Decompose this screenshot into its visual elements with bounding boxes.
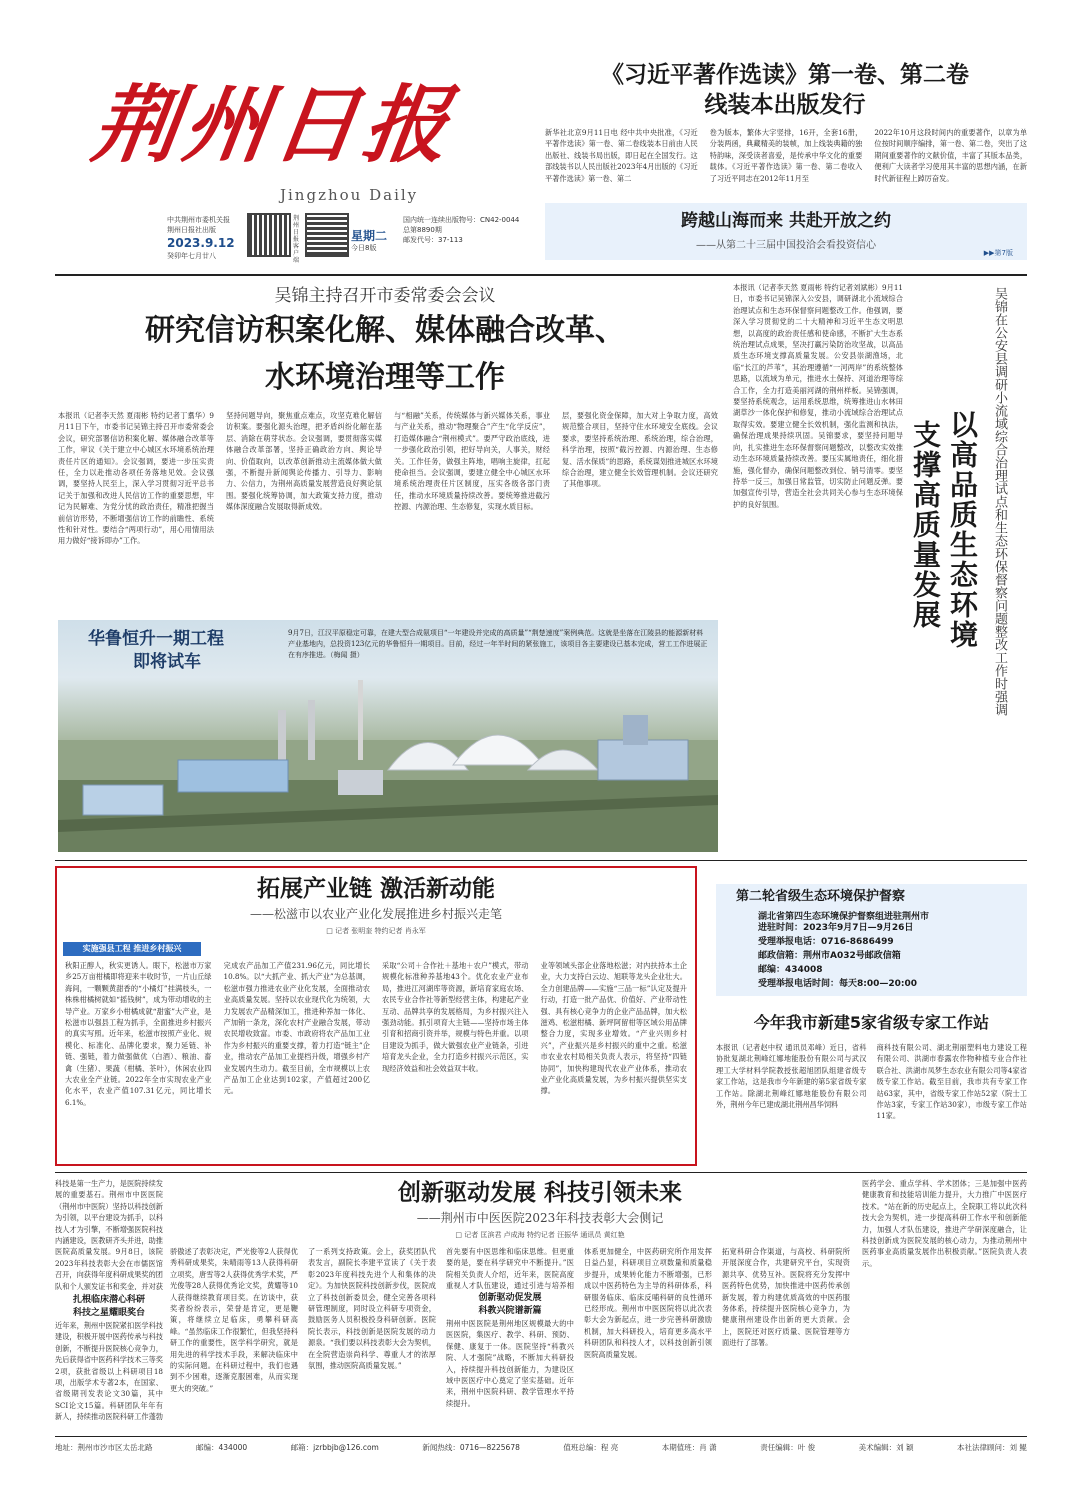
top-story-col-2: 卷为版本，繁体大字竖排，16开，全套16册，分装两函，典藏精美的装帧，加上线装典籍的独特韵味，深受读者喜爱，是传承中华文化的重要载体。《习近平著作选读》第一卷、第二卷收入了习近平同志在2012年11月至 — [709, 128, 863, 183]
lead-body — [58, 410, 718, 610]
boxed-tag: 实施强县工程 推进乡村振兴 — [63, 942, 201, 956]
bottom-col-1: 骄傲述了表彰决定，严光俊等2人获得优秀科研成果奖，朱晴雨等13人获得科研立项奖，唐雪等2人获得优秀学术奖，严光俊等28人获得优秀论文奖，黄耀等10人获得继续教育项目奖。在访谈中，获奖者纷纷表示，荣誉是肯定，更是鞭策，将继续立足临床，勇攀科研高峰。“虽然临床工作很繁忙，但我坚持科研工作的重要性，医学科学研究，就是用先进的科学技术手段，来解决临床中的实际问题。在科研过程中，我们也遇到不少困难，逐渐克服困难，从而实现更大的突破。” — [170, 1247, 298, 1393]
qr-code-1[interactable] — [249, 215, 289, 255]
footer-editor-4: 美术编辑：刘 颖 — [858, 1443, 914, 1452]
expert-col-1: 本报讯（记者赵中权 通讯员邓峰）近日，省科协批复湖北荆峰红娜地能股份有限公司与武汉理工大学材料学院教授张超旭团队组建省级专家工作站，这是我市今年新建的第5家省级专家工作站。除湖北荆峰红娜地能股份有限公司外，荆州今年已建成湖北荆州昌华饲料 — [716, 1043, 867, 1110]
right-story-body: 本报讯（记者李天然 夏雨彬 特约记者刘斌彬）9月11日，市委书记吴锦深入公安县，调研湖北小流域综合治理试点和生态环保督察问题整改工作。他强调，要深入学习贯彻党的二十大精神和习近平生态文明思想，以高度的政治责任感和使命感，不断扩大生态系统治理试点成果，坚决打赢污染防治攻坚战，以高品质生态环境支撑高质量发展。公安县崇湖渔场，北临“长江的芦苇”，其治理遵循“一河两岸”的系统整体思路，以流域为单元，推进水土保持、河道治理等综合工作，全力打造美丽河湖的荆州样板。吴锦强调，要坚持系统观念，运用系统思维，统筹推进山水林田湖草沙一体化保护和修复，推动小流域综合治理试点取得实效。要建立健全长效机制，强化监测和执法，确保治理成果持续巩固。吴锦要求，要坚持问题导向，扎实推进生态环保督察问题整改，以整改实效推动生态环境质量持续改善。要压实属地责任，细化措施，强化督办，确保问题整改到位、销号清零。要坚持举一反三，加强日常监管，切实防止问题反弹。要加强宣传引导，营造全社会共同关心参与生态环境保护的良好氛围。 — [733, 283, 903, 509]
boxed-feature — [55, 866, 697, 1166]
expert-body — [716, 1042, 1027, 1162]
top-story-col-1: 新华社北京9月11日电 经中共中央批准，《习近平著作选读》第一卷、第二卷线装本日前由人民出版社、线装书局出版，即日起在全国发行。这部线装书以人民出版社2023年4月出版的《习近平著作选读》第一卷、第二 — [545, 128, 698, 183]
boxed-byline: □ 记者 张明奎 特约记者 肖永军 — [326, 927, 426, 935]
top-story-body — [545, 127, 1027, 191]
footer-legal: 本社法律顾问：刘 鲲 — [957, 1443, 1027, 1452]
bottom-subtitle: ——荆州市中医医院2023年科技表彰大会侧记 — [416, 1211, 664, 1225]
masthead-title: 荆州日报 — [87, 75, 462, 174]
bottom-title: 创新驱动发展 科技引领未来 — [397, 1180, 682, 1206]
eco-line-2[interactable]: 受理举报电话：0716-8686499 — [758, 937, 894, 947]
left-bottom-subhead-2: 科技之星耀眼奖台 — [72, 1308, 145, 1318]
left-bottom-column — [55, 1178, 163, 1428]
left-bottom-text-1: 科技是第一生产力，是医院持续发展的重要基石。荆州市中医医院（荆州市中医院）坚持以科技创新为引领，以平台建设为抓手，以科技人才为引擎，不断增强医院科技内涵建设，医教研齐头并进，助推医院高质量发展。9月8日，该院2023年科技表彰大会在市儒医馆召开，向获得年度科研成果奖的团队和个人颁发证书和奖金，并对获 — [55, 1179, 163, 1290]
qr-code-label: 荆州日报客户端 — [293, 215, 300, 264]
eco-line-3: 邮政信箱：荆州市A032号邮政信箱 — [758, 951, 901, 961]
boxed-col-2: 完成农产品加工产值231.96亿元，同比增长10.8%。以“大抓产业、抓大产业”为总基调，松滋市强力推进农业产业化发展，全面推动农业高质量发展。坚持以农业现代化为统领，大力发展农产品精深加工，推进种养加一体化、产加销一条龙，深化农村产业融合发展，带动农民增收致富。市委、市政府将农产品加工业作为乡村振兴的重要支撑，着力打造“链主”企业，推动农产品加工业提档升级，增强乡村产业发展内生动力。截至目前，全市规模以上农产品加工企业达到102家，产值超过200亿元。 — [223, 961, 370, 1096]
eco-line-4: 邮编：434008 — [758, 965, 823, 975]
right-story-title-2: 支撑高质量发展 — [909, 420, 942, 630]
lead-title-2: 水环境治理等工作 — [265, 360, 505, 395]
issue-number: 总第8890期 — [403, 226, 442, 234]
sponsor-line-1: 中共荆州市委机关报 — [167, 216, 230, 224]
expert-title: 今年我市新建5家省级专家工作站 — [753, 1013, 990, 1032]
sponsor-line-2: 荆州日报社出版 — [167, 226, 216, 234]
bottom-col-3b: 荆州中医医院是荆州地区规模最大的中医医院，集医疗、教学、科研、预防、保健、康复于一体。医院坚持“科教兴院、人才强院”战略，不断加大科研投入，持续提升科技创新能力，为建设区域中医医疗中心奠定了坚实基础。近年来，荆州中医院科研、教学管理水平持续提升。 — [446, 1319, 574, 1408]
eco-inspection-box — [716, 884, 1027, 996]
promo-title: 跨越山海而来 共赴开放之约 — [681, 211, 891, 231]
bottom-col-4: 体系更加健全，中医药研究所作用发挥日益凸显，科研项目立项数量和质量稳步提升，成果转化能力不断增强，已形成以中医药特色为主导的科研体系，科研服务临床、临床反哺科研的良性循环已经形成。荆州市中医医院将以此次表彰大会为新起点，进一步完善科研激励机制，加大科研投入，培育更多高水平科研团队和科技人才，以科技创新引领医院高质量发展。 — [584, 1247, 712, 1359]
eco-line-5: 受理举报电话时间：每天8:00—20:00 — [758, 979, 918, 989]
masthead-meta — [167, 215, 532, 265]
footer-postcode: 邮编：434000 — [196, 1443, 248, 1452]
boxed-col-3: 采取“公司＋合作社＋基地＋农户”模式，带动规模化标准种养基地43个。优化农业产业布局，推进江河湖库等资源，新培育家庭农场、农民专业合作社等新型经营主体，构建起产业互动、品牌共享的发展格局，为乡村振兴注入强劲动能。抓引项育大主链——坚持市场主体引育和招商引资并举，规模与特色并重。以项目建设为抓手，做大做强农业产业链条，引进培育龙头企业，全力打造乡村振兴示范区，实现经济效益和社会效益双丰收。 — [382, 961, 529, 1073]
lead-col-4: 层，要强化资金保障，加大对上争取力度，高效规范整合项目，坚持守住水环境安全底线。会议要求，要坚持系统治理、系统治理，综合治理，科学治理，按照“截污控源、内源治理、生态修复、活水保质”的思路，系统谋划推进城区水环境综合治理，建立健全长效管理机制。会议还研究了其他事项。 — [562, 411, 718, 489]
footer-editor-3: 责任编辑：叶 俊 — [760, 1443, 816, 1452]
lead-title-1: 研究信访积案化解、媒体融合改革、 — [145, 313, 625, 348]
photo-caption: 9月7日，江汉平原稳定可靠，在建大型合成氨项目“一年建设并完成的高质量”“荆楚速度”案例典范。这就是坐落在江陵县的能源新材料产业基地内，总投资123亿元的华鲁恒升一期项目。目前，经过一年半时间的紧张施工，该项目各主要建设已基本完成，营工工作进展正在有序推进。（梅闻 摄） — [288, 629, 708, 659]
bottom-col-6: 医药学会、重点学科、学术团体；三是加强中医药健康教育和技能培训能力提升，大力推广中医医疗技术。“站在新的历史起点上，全院职工将以此次科技大会为契机，进一步提高科研工作水平和创新能力，加强人才队伍建设，推进产学研深度融合，让科技创新成为医院发展的核心动力，为推动荆州中医药事业高质量发展作出积极贡献。”医院负责人表示。 — [862, 1179, 1027, 1268]
weekday: 星期二 — [351, 229, 388, 243]
bottom-subhead-1: 创新驱动促发展 — [478, 1293, 542, 1303]
masthead — [70, 60, 530, 210]
left-bottom-text-2: 近年来，荆州中医院紧扣医学科技建设，积极开展中医药传承与科技创新，不断提升医院核心竞争力，先后获得省中医药科学技术三等奖2项，获批省级以上科研项目18项，出版学术专著2本，在国家、省级期刊发表论文30篇，其中SCI论文15篇。科研团队年年有新人，持续推动医院科研工作蓬勃 — [55, 1321, 163, 1422]
promo-page-link[interactable]: ▶▶第7版 — [983, 249, 1013, 257]
left-bottom-subhead-1: 扎根临床潜心科研 — [72, 1295, 145, 1305]
bottom-col-5: 拓宽科研合作渠道，与高校、科研院所开展深度合作，共建研究平台，实现资源共享、优势互补。医院将充分发挥中医药特色优势，加快推进中医药传承创新发展，着力构建优质高效的中医药服务体系，持续提升医院核心竞争力，为健康荆州建设作出新的更大贡献。会上，医院还对医疗质量、医院管理等方面进行了部署。 — [722, 1247, 850, 1348]
lead-col-1: 本报讯（记者李天然 夏雨彬 特约记者丁翥华）9月11日下午，市委书记吴锦主持召开市委常委会会议，研究部署信访积案化解、媒体融合改革等工作，审议《关于建立中心城区水环境系统治理责任片区的通知》。会议强调，要进一步压实责任，全力以赴推动各项任务落地见效。会议强调，要坚持人民至上，深入学习贯彻习近平总书记关于加强和改进人民信访工作的重要思想，牢记为民解难、为党分忧的政治责任，精准把握当前信访形势，不断增强信访工作的前瞻性、系统性和针对性。要结合“两项行动”，用心用情用法用力做好“接诉即办”工作。 — [58, 411, 214, 546]
bottom-col-3a: 首先要有中医思维和临床思维。但更重要的是，要在科学研究中不断提升。”医院相关负责人介绍，近年来，医院高度重视人才队伍建设，通过引进与培养相 — [446, 1247, 574, 1291]
expert-col-2: 商科技有限公司、湖北荆丽塑料电力建设工程有限公司、洪湖市春露农作物种植专业合作社联合社、洪湖市凤梦生态农业有限公司等4家省级专家工作站。截至目前，我市共有专家工作站63家，其中，省级专家工作站52家（院士工作站3家，专家工作站30家），市级专家工作站11家。 — [876, 1043, 1027, 1121]
boxed-subtitle: ——松滋市以农业产业化发展推进乡村振兴走笔 — [249, 907, 502, 921]
industrial-plant-photo — [58, 620, 718, 852]
footer-email[interactable]: 邮箱：jzrbbjb@126.com — [290, 1443, 379, 1452]
eco-title: 第二轮省级生态环境保护督察 — [736, 889, 906, 904]
right-story-title-1: 以高品质生态环境 — [946, 410, 979, 650]
boxed-title: 拓展产业链 激活新动能 — [256, 876, 495, 902]
lead-col-3: 与“相融”关系，传统媒体与新兴媒体关系，事业与产业关系，推动“物理聚合”产生“化学反应”，打造媒体融合“荆州模式”。要严守政治底线，进一步强化政治引领，把好导向关，人事关，财经关。工作任务，做强主阵地，唱响主旋律，扛起使命担当。会议强调，要建立健全中心城区水环境系统治理责任片区制度，压实各级各部门责任，推动水环境质量持续改善。要统筹推进截污控源、内源治理、生态修复，实现水质目标。 — [394, 411, 550, 512]
lunar-date: 癸卯年七月廿八 — [167, 252, 216, 260]
top-story-title-2: 线装本出版发行 — [704, 92, 866, 118]
cn-number: 国内统一连续出版物号：CN42-0044 — [403, 216, 520, 224]
top-story-col-3: 2022年10月这段时间内的重要著作，以章为单位按时间顺序编排，第一卷、第二卷，突出了这期间重要著作的文献价值，丰富了其版本品类，便利广大读者学习使用其丰富的思想内涵，在新时代新征程上踔厉奋发。 — [874, 128, 1028, 183]
masthead-subtitle: Jingzhou Daily — [280, 186, 419, 204]
lead-col-2: 坚持问题导向，聚焦重点难点，攻坚克难化解信访积案。要强化源头治理，把矛盾纠纷化解在基层、消除在萌芽状态。会议强调，要贯彻落实媒体融合改革部署，坚持正确政治方向、舆论导向、价值取向，以改革创新推动主流媒体做大做强，不断提升新闻舆论传播力、引导力、影响力、公信力，为荆州高质量发展营造良好舆论氛围。要强化统筹协调，加大政策支持力度，推动媒体深度融合发展取得新成效。 — [226, 411, 382, 512]
right-story-kicker: 吴锦在公安县调研小流域综合治理试点和生态环保督察问题整改工作时强调 — [992, 287, 1007, 716]
photo-title-1: 华鲁恒升一期工程 — [88, 629, 224, 649]
footer — [55, 1440, 1027, 1456]
qr-code-2[interactable] — [307, 215, 347, 255]
photo-title-2: 即将试车 — [133, 652, 201, 672]
boxed-col-4: 业等领域头部企业落地松滋；对内扶持本土企业，大力支持白云边、旭联等龙头企业壮大。全力创建品牌——实施“三品一标”认定及提升行动，打造一批产品优、价值好、产业带动性强、具有核心竞争力的企业产品品牌，加大松滋鸡、松滋柑橘、新坪阿留柑等区域公用品牌整合力度，实现多业增效。“产业兴则乡村兴”，产业振兴是乡村振兴的重中之重。松滋市农业农村局相关负责人表示，将坚持“四链协同”，加快构建现代农业产业体系，推动农业产业化高质量发展，为乡村振兴提供坚实支撑。 — [540, 961, 687, 1096]
promo-box[interactable] — [545, 203, 1027, 260]
footer-address: 地址：荆州市沙市区太岳北路 — [55, 1443, 153, 1452]
promo-subtitle: ——从第二十三届中国投洽会看投资信心 — [696, 240, 876, 251]
issue-date: 2023.9.12 — [167, 236, 235, 250]
bottom-body — [170, 1246, 850, 1428]
footer-editor-2: 本期值班：肖 潇 — [661, 1443, 717, 1452]
footer-hotline: 新闻热线：0716—8225678 — [422, 1443, 520, 1452]
page-count: 今日8版 — [351, 244, 377, 252]
top-story-title-1: 《习近平著作选读》第一卷、第二卷 — [601, 62, 969, 88]
bottom-col-2: 了一系列支持政策。会上，获奖团队代表发言，副院长李建平宣读了《关于表彰2023年度科技先进个人和集体的决定》。为加快医院科技创新步伐，医院成立了科技创新委员会，健全完善各项科研管理制度，同时设立科研专项资金，鼓励医务人员积极投身科研创新。医院院长表示，科技创新是医院发展的动力源泉。“我们要以科技表彰大会为契机，在全院营造崇尚科学、尊重人才的浓厚氛围，推动医院高质量发展。” — [308, 1247, 436, 1371]
eco-subtitle: 湖北省第四生态环境保护督察组进驻荆州市 — [758, 912, 930, 922]
footer-editor-1: 值班总编：程 亮 — [563, 1443, 619, 1452]
boxed-col-1: 秋阳正醇人，秋实更诱人。眼下，松滋市万家乡25万亩柑橘即将迎来丰收时节，一片山丘绿海间，一颗颗黄甜香的“小橘灯”挂满枝头，一株株柑橘树就如“摇钱树”，成为带动增收的主导产业。万家乡小柑橘成就“甜蜜”大产业，是松滋市以强县工程为抓手，全面推进乡村振兴的真实写照。近年来，松滋市按照产业化、规模化、标准化、品牌化要求，聚力延链、补链、强链，着力做强做优（白酒）、粮油、畜禽（生猪）、果蔬（柑橘、茶叶），休闲农业四大农业全产业链。2022年全市实现农业产业化水平，农业产值107.31亿元，同比增长6.1%。 — [65, 961, 212, 1107]
postal-code: 邮发代号：37-113 — [403, 236, 463, 244]
bottom-byline: □ 记者 匡滨君 卢成海 特约记者 汪振华 通讯员 黄红艳 — [455, 1231, 625, 1239]
lead-kicker: 吴锦主持召开市委常委会会议 — [274, 286, 496, 306]
eco-line-1: 进驻时间：2023年9月7日—9月26日 — [758, 923, 914, 933]
bottom-subhead-2: 科教兴院谱新篇 — [478, 1306, 542, 1316]
